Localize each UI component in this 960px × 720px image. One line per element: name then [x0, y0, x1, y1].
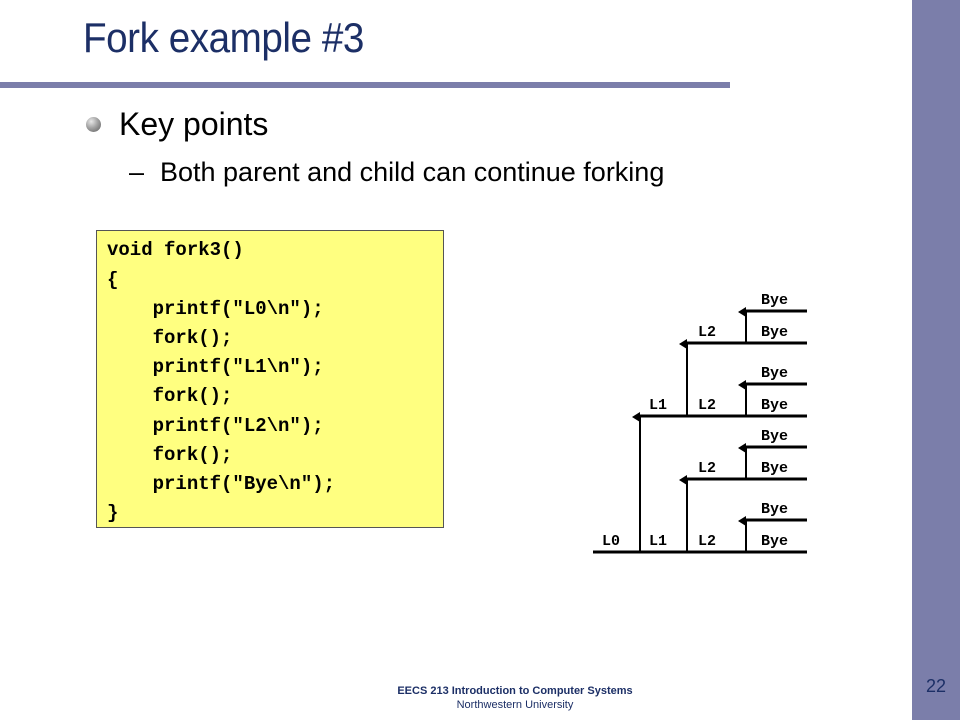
label-l1: L1 [649, 533, 668, 550]
sub-bullet-text: Both parent and child can continue forking [160, 157, 665, 187]
label-bye: Bye [761, 460, 789, 477]
label-l2: L2 [698, 324, 717, 341]
footer-university: Northwestern University [456, 699, 574, 711]
code-line: printf("L1\n"); [107, 356, 324, 378]
label-bye: Bye [761, 533, 789, 550]
sub-bullet-dash: – [129, 157, 145, 187]
label-bye: Bye [761, 428, 789, 445]
label-l0: L0 [602, 533, 621, 550]
code-line: printf("L2\n"); [107, 415, 324, 437]
code-line: printf("Bye\n"); [107, 473, 336, 495]
code-line: void fork3() [107, 239, 244, 261]
label-bye: Bye [761, 324, 789, 341]
code-line: fork(); [107, 385, 233, 407]
code-line: printf("L0\n"); [107, 298, 324, 320]
label-l2: L2 [698, 460, 717, 477]
label-l2: L2 [698, 533, 717, 550]
label-bye: Bye [761, 501, 789, 518]
slide-title: Fork example #3 [83, 14, 364, 61]
right-accent-bar [912, 0, 960, 720]
code-line: fork(); [107, 444, 233, 466]
label-bye: Bye [761, 397, 789, 414]
label-bye: Bye [761, 365, 789, 382]
bullet-key-points: Key points [119, 106, 269, 142]
code-line: fork(); [107, 327, 233, 349]
code-line: } [107, 502, 119, 524]
footer-course: EECS 213 Introduction to Computer Systems [397, 685, 633, 697]
label-l2: L2 [698, 397, 717, 414]
slide-number: 22 [925, 676, 947, 696]
label-bye: Bye [761, 292, 789, 309]
code-line: { [107, 269, 119, 291]
label-l1: L1 [649, 397, 668, 414]
